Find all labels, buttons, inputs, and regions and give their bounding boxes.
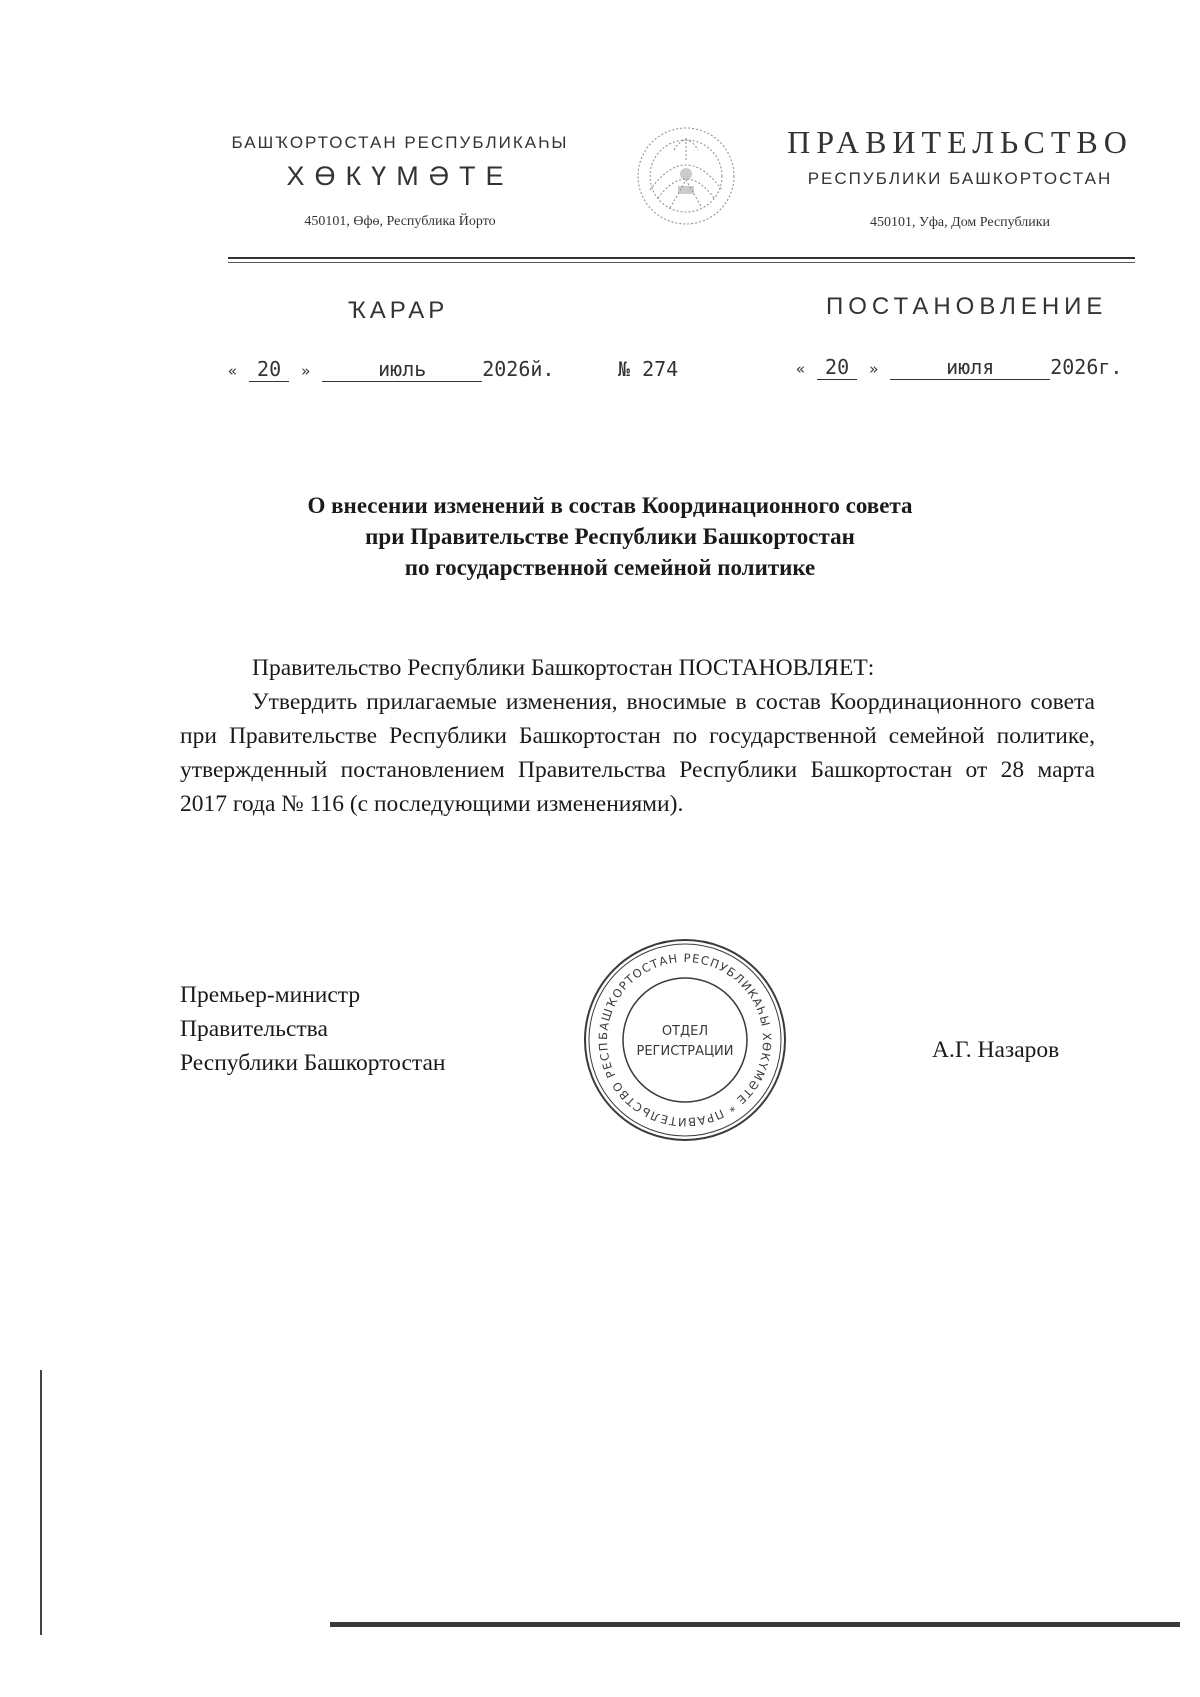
signatory-role	[180, 978, 446, 1080]
coat-of-arms-icon	[630, 120, 742, 232]
letterhead-right-address: 450101, Уфа, Дом Республики	[869, 215, 1051, 230]
date-right	[796, 355, 1122, 380]
letterhead-left-body: ХӨКҮМӘТЕ	[286, 161, 514, 191]
date-right-month: июля	[890, 355, 1050, 380]
body-paragraph: Утвердить прилагаемые изменения, вносимые в состав Координационного совета при Правительстве Республики Башкортостан по государственной семейной политике, утвержденный постановлением Правительства Республики Башкортостан от 28 марта 2017 года № 116 (с последующими изменениями).	[180, 689, 1095, 817]
signatory-role-line: Республики Башкортостан	[180, 1050, 446, 1076]
signatory-role-line: Правительства	[180, 1016, 328, 1042]
doc-type-postanovlenie: ПОСТАНОВЛЕНИЕ	[826, 293, 1108, 320]
date-right-day: 20	[817, 355, 857, 380]
title-line: по государственной семейной политике	[404, 555, 816, 580]
document-number: № 274	[618, 357, 679, 381]
signatory-role-line: Премьер-министр	[180, 982, 361, 1008]
letterhead-left-address: 450101, Өфө, Республика Йорто	[304, 214, 496, 229]
letterhead-left-republic: БАШҠОРТОСТАН РЕСПУБЛИКАҺЫ	[231, 133, 569, 152]
letterhead-divider-thin	[228, 262, 1135, 263]
document-title	[200, 490, 1020, 583]
stamp-center-line: ОТДЕЛ	[661, 1024, 709, 1039]
stamp-center-line: РЕГИСТРАЦИИ	[636, 1044, 734, 1059]
letterhead-right-body: ПРАВИТЕЛЬСТВО	[787, 124, 1133, 160]
title-line: при Правительстве Республики Башкортостан	[365, 524, 855, 549]
doc-type-karar: ҠАРАР	[348, 297, 449, 324]
title-line: О внесении изменений в состав Координационного совета	[307, 493, 913, 518]
date-right-year: 2026г.	[1050, 355, 1123, 379]
scan-margin-line	[40, 1370, 42, 1635]
date-left-month: июль	[322, 357, 482, 382]
date-left-year: 2026й.	[482, 357, 555, 381]
letterhead-divider	[228, 257, 1135, 259]
letterhead-right	[780, 124, 1140, 231]
registration-stamp	[580, 935, 790, 1145]
quote-open: «	[228, 362, 238, 380]
date-left-day: 20	[249, 357, 289, 382]
quote-open: «	[796, 360, 806, 378]
quote-close: »	[869, 360, 879, 378]
stamp-outer-text: БАШҠОРТОСТАН РЕСПУБЛИКАҺЫ ХӨКҮМӘТЕ * ПРАВИТЕЛЬСТВО РЕСП	[595, 950, 775, 1130]
date-left	[228, 357, 554, 382]
letterhead-right-republic: РЕСПУБЛИКИ БАШКОРТОСТАН	[807, 169, 1113, 188]
quote-close: »	[301, 362, 311, 380]
body-paragraph: Правительство Республики Башкортостан ПОСТАНОВЛЯЕТ:	[252, 655, 875, 681]
document-body	[180, 651, 1095, 821]
signatory-name: А.Г. Назаров	[932, 1037, 1060, 1063]
scan-bottom-edge	[330, 1622, 1180, 1627]
letterhead-left	[205, 133, 595, 230]
